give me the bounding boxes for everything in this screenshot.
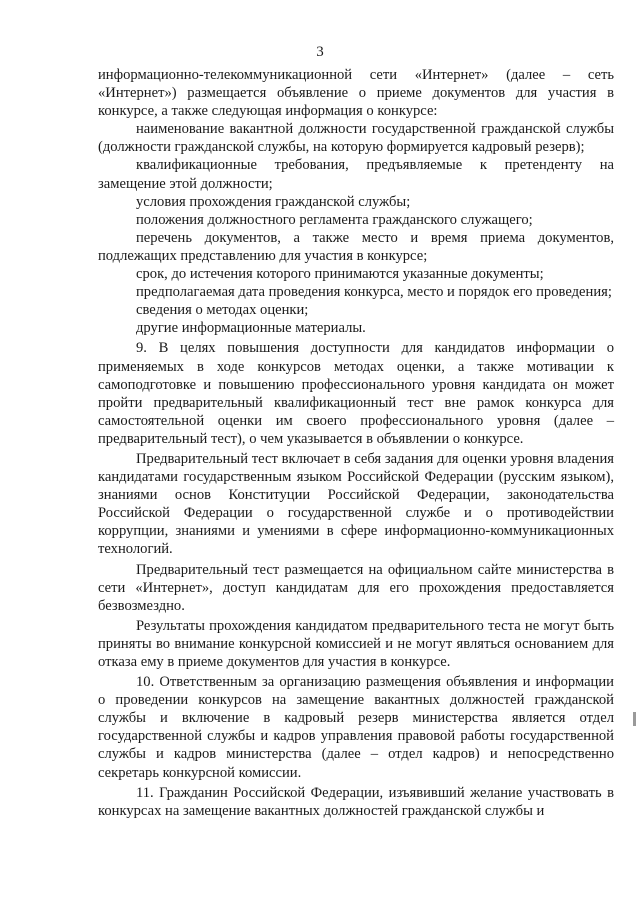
section-11-paragraph: 11. Гражданин Российской Федерации, изъявивший желание участвовать в конкурсах на замещение вакантных должностей гражданской службы и <box>98 784 614 819</box>
list-item: срок, до истечения которого принимаются указанные документы; <box>136 266 544 283</box>
paragraph: Результаты прохождения кандидатом предварительного теста не могут быть приняты во внимание конкурсной комиссией и не могут являться основанием для отказа ему в приеме документов для участия в конкурсе. <box>98 617 614 670</box>
section-10-paragraph: 10. Ответственным за организацию размещения объявления и информации о проведении конкурсов на замещение вакантных должностей гражданской службы и включение в кадровый резерв министерства является отдел государственной службы и кадров управления правовой работы государственной службы и кадров министерства (далее – отдел кадров) и непосредственно секретарь конкурсной комиссии. <box>98 674 614 781</box>
page-number: 3 <box>316 44 324 60</box>
list-item: сведения о методах оценки; <box>136 302 309 319</box>
list-item: перечень документов, а также место и время приема документов, подлежащих представлению для участия в конкурсе; <box>98 229 614 264</box>
paragraph: Предварительный тест размещается на официальном сайте министерства в сети «Интернет», доступ кандидатам для его прохождения предоставляется безвозмездно. <box>98 561 614 614</box>
section-9-paragraph: 9. В целях повышения доступности для кандидатов информации о применяемых в ходе конкурсов методах оценки, а также мотивации к самоподготовке и повышению профессионального уровня кандидата он может пройти предварительный квалификационный тест вне рамок конкурса для самостоятельной оценки им своего профессионального уровня (далее – предварительный тест), о чем указывается в объявлении о конкурсе. <box>98 340 614 447</box>
list-item: наименование вакантной должности государственной гражданской службы (должности гражданской службы, на которую формируется кадровый резерв); <box>98 121 614 156</box>
paragraph: информационно-телекоммуникационной сети «Интернет» (далее – сеть «Интернет») размещается объявление о приеме документов для участия в конкурсе, а также следующая информация о конкурсе: <box>98 67 614 120</box>
list-item: условия прохождения гражданской службы; <box>136 193 411 210</box>
list-item: квалификационные требования, предъявляемые к претенденту на замещение этой должности; <box>98 157 614 192</box>
list-item: предполагаемая дата проведения конкурса, место и порядок его проведения; <box>136 284 612 301</box>
paragraph: Предварительный тест включает в себя задания для оценки уровня владения кандидатами государственным языком Российской Федерации (русским языком), знаниями основ Конституции Российской Федерации, законодательства Российской Федерации о государственной службе и о противодействии коррупции, знаниями и умениями в сфере информационно-коммуникационных технологий. <box>98 450 614 558</box>
list-item: другие информационные материалы. <box>136 320 366 337</box>
list-item: положения должностного регламента гражданского служащего; <box>136 211 533 228</box>
scan-margin-mark <box>633 712 636 726</box>
document-body <box>98 66 614 820</box>
